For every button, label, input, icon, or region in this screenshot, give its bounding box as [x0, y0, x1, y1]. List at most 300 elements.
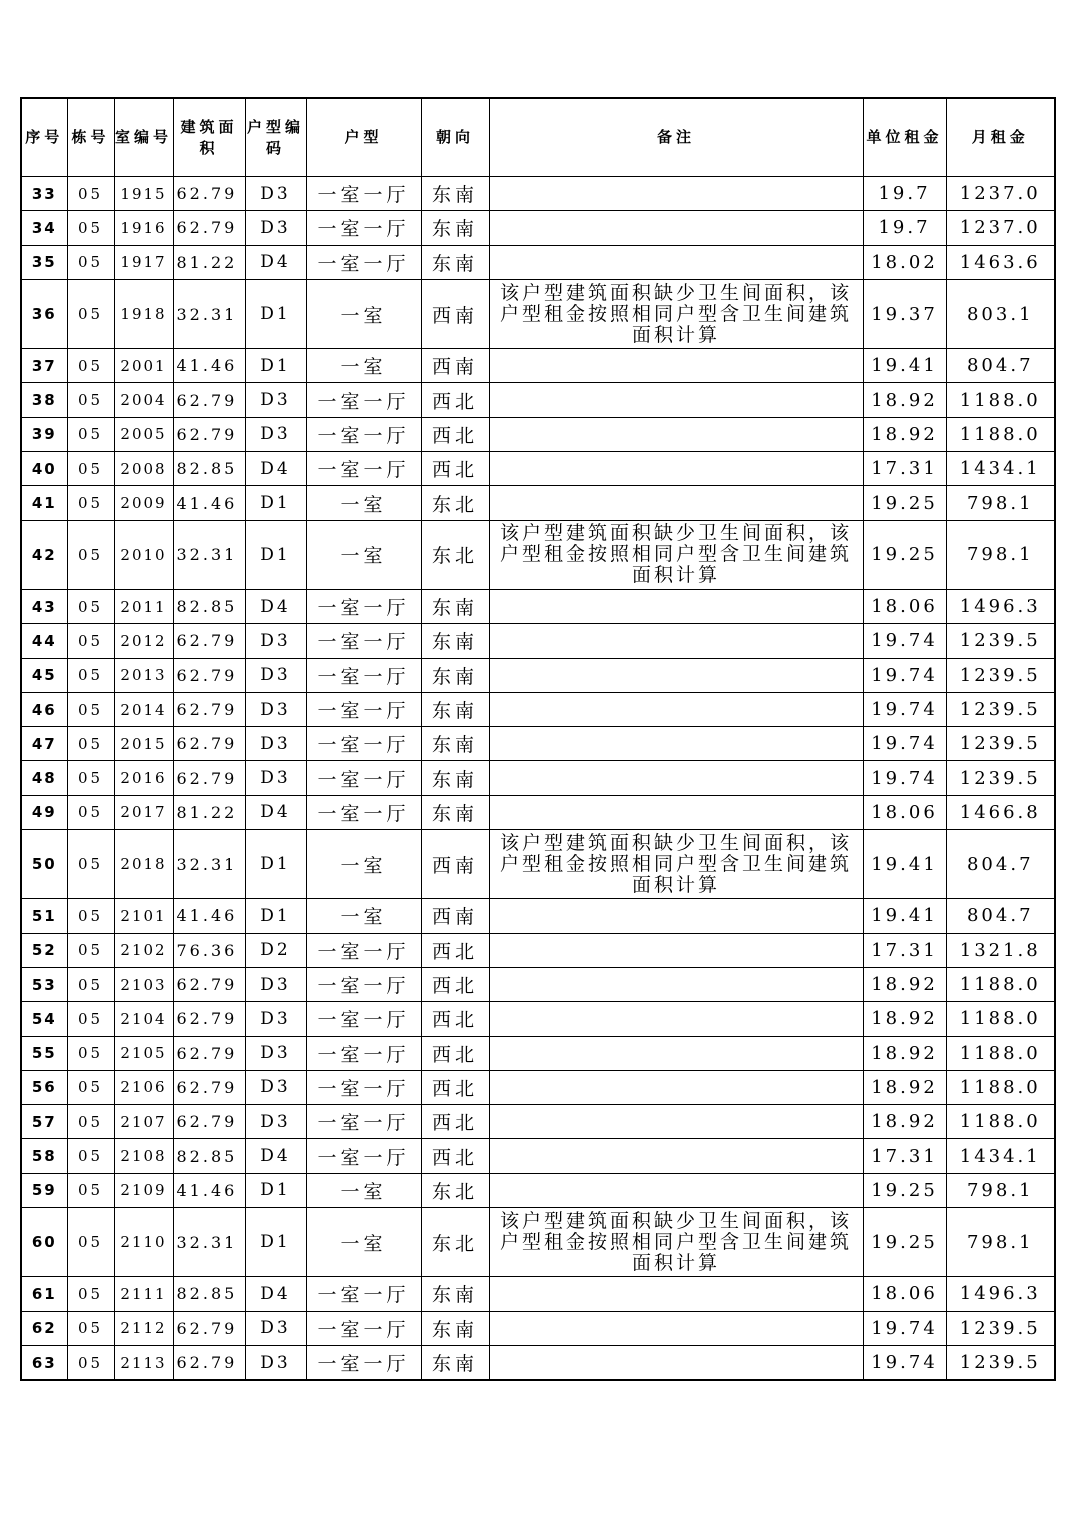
- type-code-cell: D3: [245, 624, 306, 658]
- table-row: [21, 692, 1055, 726]
- area-cell: 82.85: [173, 452, 245, 486]
- type-code-cell: D1: [245, 830, 306, 899]
- building-cell: 05: [67, 899, 114, 933]
- note-cell: [489, 1277, 863, 1311]
- monthly-rent-cell: 1237.0: [946, 211, 1055, 245]
- monthly-rent-cell: 1239.5: [946, 692, 1055, 726]
- orientation-cell: 西北: [421, 967, 489, 1001]
- monthly-rent-cell: 1239.5: [946, 1311, 1055, 1345]
- unit-rent-cell: 19.74: [863, 761, 946, 795]
- area-cell: 32.31: [173, 520, 245, 589]
- unit-rent-cell: 17.31: [863, 933, 946, 967]
- area-cell: 62.79: [173, 1070, 245, 1104]
- room-cell: 1917: [114, 245, 173, 279]
- type-code-cell: D4: [245, 589, 306, 623]
- type-code-cell: D3: [245, 1311, 306, 1345]
- table-row: [21, 624, 1055, 658]
- building-cell: 05: [67, 1173, 114, 1207]
- layout-cell: 一室: [306, 1173, 421, 1207]
- unit-rent-cell: 19.25: [863, 486, 946, 520]
- table-row: [21, 1173, 1055, 1207]
- building-cell: 05: [67, 211, 114, 245]
- table-row: [21, 589, 1055, 623]
- orientation-cell: 西北: [421, 933, 489, 967]
- table-row: [21, 727, 1055, 761]
- table-row: [21, 830, 1055, 899]
- unit-rent-cell: 18.02: [863, 245, 946, 279]
- type-code-cell: D4: [245, 795, 306, 829]
- table-row: [21, 795, 1055, 829]
- header-monthly-rent: 月租金: [946, 98, 1055, 177]
- unit-rent-cell: 19.74: [863, 727, 946, 761]
- type-code-cell: D3: [245, 1002, 306, 1036]
- building-cell: 05: [67, 692, 114, 726]
- seq-cell: 36: [21, 279, 67, 348]
- room-cell: 2018: [114, 830, 173, 899]
- layout-cell: 一室一厅: [306, 1139, 421, 1173]
- unit-rent-cell: 19.7: [863, 211, 946, 245]
- building-cell: 05: [67, 830, 114, 899]
- type-code-cell: D1: [245, 486, 306, 520]
- note-cell: [489, 1002, 863, 1036]
- monthly-rent-cell: 804.7: [946, 349, 1055, 383]
- table-row: [21, 1139, 1055, 1173]
- building-cell: 05: [67, 658, 114, 692]
- unit-rent-cell: 18.06: [863, 795, 946, 829]
- type-code-cell: D1: [245, 279, 306, 348]
- area-cell: 62.79: [173, 1345, 245, 1380]
- note-cell: 该户型建筑面积缺少卫生间面积，该户型租金按照相同户型含卫生间建筑面积计算: [489, 830, 863, 899]
- table-body: [21, 177, 1055, 1381]
- note-cell: 该户型建筑面积缺少卫生间面积，该户型租金按照相同户型含卫生间建筑面积计算: [489, 520, 863, 589]
- area-cell: 32.31: [173, 1208, 245, 1277]
- room-cell: 2017: [114, 795, 173, 829]
- note-cell: 该户型建筑面积缺少卫生间面积，该户型租金按照相同户型含卫生间建筑面积计算: [489, 1208, 863, 1277]
- orientation-cell: 东南: [421, 177, 489, 211]
- building-cell: 05: [67, 624, 114, 658]
- monthly-rent-cell: 1239.5: [946, 727, 1055, 761]
- table-row: [21, 1036, 1055, 1070]
- note-cell: [489, 177, 863, 211]
- building-cell: 05: [67, 486, 114, 520]
- building-cell: 05: [67, 1208, 114, 1277]
- seq-cell: 40: [21, 452, 67, 486]
- seq-cell: 44: [21, 624, 67, 658]
- area-cell: 62.79: [173, 211, 245, 245]
- building-cell: 05: [67, 520, 114, 589]
- seq-cell: 34: [21, 211, 67, 245]
- monthly-rent-cell: 803.1: [946, 279, 1055, 348]
- seq-cell: 59: [21, 1173, 67, 1207]
- seq-cell: 45: [21, 658, 67, 692]
- area-cell: 62.79: [173, 1036, 245, 1070]
- orientation-cell: 西北: [421, 1070, 489, 1104]
- room-cell: 2004: [114, 383, 173, 417]
- monthly-rent-cell: 1496.3: [946, 589, 1055, 623]
- orientation-cell: 东南: [421, 795, 489, 829]
- building-cell: 05: [67, 452, 114, 486]
- layout-cell: 一室一厅: [306, 658, 421, 692]
- orientation-cell: 东南: [421, 692, 489, 726]
- orientation-cell: 西北: [421, 452, 489, 486]
- seq-cell: 33: [21, 177, 67, 211]
- seq-cell: 46: [21, 692, 67, 726]
- area-cell: 62.79: [173, 383, 245, 417]
- room-cell: 2107: [114, 1105, 173, 1139]
- building-cell: 05: [67, 417, 114, 451]
- area-cell: 62.79: [173, 1002, 245, 1036]
- orientation-cell: 西北: [421, 1105, 489, 1139]
- seq-cell: 62: [21, 1311, 67, 1345]
- orientation-cell: 西南: [421, 279, 489, 348]
- monthly-rent-cell: 1239.5: [946, 624, 1055, 658]
- seq-cell: 50: [21, 830, 67, 899]
- seq-cell: 37: [21, 349, 67, 383]
- monthly-rent-cell: 1188.0: [946, 383, 1055, 417]
- building-cell: 05: [67, 1105, 114, 1139]
- type-code-cell: D1: [245, 1208, 306, 1277]
- building-cell: 05: [67, 795, 114, 829]
- room-cell: 2012: [114, 624, 173, 658]
- table-row: [21, 1070, 1055, 1104]
- unit-rent-cell: 19.41: [863, 349, 946, 383]
- monthly-rent-cell: 798.1: [946, 1173, 1055, 1207]
- seq-cell: 38: [21, 383, 67, 417]
- room-cell: 2010: [114, 520, 173, 589]
- note-cell: [489, 211, 863, 245]
- building-cell: 05: [67, 349, 114, 383]
- unit-rent-cell: 18.92: [863, 967, 946, 1001]
- area-cell: 62.79: [173, 967, 245, 1001]
- monthly-rent-cell: 1237.0: [946, 177, 1055, 211]
- room-cell: 2015: [114, 727, 173, 761]
- building-cell: 05: [67, 383, 114, 417]
- table-row: [21, 486, 1055, 520]
- seq-cell: 55: [21, 1036, 67, 1070]
- table-row: [21, 761, 1055, 795]
- type-code-cell: D3: [245, 1345, 306, 1380]
- note-cell: [489, 795, 863, 829]
- monthly-rent-cell: 1188.0: [946, 1070, 1055, 1104]
- orientation-cell: 东南: [421, 589, 489, 623]
- note-cell: [489, 727, 863, 761]
- building-cell: 05: [67, 1139, 114, 1173]
- rent-table: [20, 97, 1056, 1381]
- unit-rent-cell: 17.31: [863, 452, 946, 486]
- area-cell: 41.46: [173, 1173, 245, 1207]
- note-cell: [489, 1311, 863, 1345]
- note-cell: [489, 383, 863, 417]
- note-cell: [489, 1173, 863, 1207]
- orientation-cell: 西南: [421, 349, 489, 383]
- seq-cell: 39: [21, 417, 67, 451]
- seq-cell: 52: [21, 933, 67, 967]
- table-row: [21, 520, 1055, 589]
- type-code-cell: D4: [245, 452, 306, 486]
- monthly-rent-cell: 1434.1: [946, 452, 1055, 486]
- unit-rent-cell: 19.25: [863, 1173, 946, 1207]
- layout-cell: 一室: [306, 830, 421, 899]
- type-code-cell: D3: [245, 383, 306, 417]
- room-cell: 2106: [114, 1070, 173, 1104]
- building-cell: 05: [67, 245, 114, 279]
- seq-cell: 43: [21, 589, 67, 623]
- note-cell: [489, 1139, 863, 1173]
- building-cell: 05: [67, 1002, 114, 1036]
- building-cell: 05: [67, 1277, 114, 1311]
- layout-cell: 一室一厅: [306, 589, 421, 623]
- type-code-cell: D3: [245, 211, 306, 245]
- layout-cell: 一室一厅: [306, 1070, 421, 1104]
- area-cell: 62.79: [173, 727, 245, 761]
- unit-rent-cell: 19.41: [863, 830, 946, 899]
- orientation-cell: 东南: [421, 1277, 489, 1311]
- note-cell: [489, 899, 863, 933]
- orientation-cell: 东南: [421, 245, 489, 279]
- building-cell: 05: [67, 1070, 114, 1104]
- building-cell: 05: [67, 589, 114, 623]
- header-type-code: 户型编码: [245, 98, 306, 177]
- seq-cell: 58: [21, 1139, 67, 1173]
- unit-rent-cell: 19.41: [863, 899, 946, 933]
- monthly-rent-cell: 1463.6: [946, 245, 1055, 279]
- room-cell: 2005: [114, 417, 173, 451]
- area-cell: 62.79: [173, 1105, 245, 1139]
- header-room: 室编号: [114, 98, 173, 177]
- layout-cell: 一室一厅: [306, 1105, 421, 1139]
- table-row: [21, 933, 1055, 967]
- area-cell: 76.36: [173, 933, 245, 967]
- type-code-cell: D3: [245, 692, 306, 726]
- monthly-rent-cell: 1239.5: [946, 1345, 1055, 1380]
- layout-cell: 一室一厅: [306, 1002, 421, 1036]
- header-unit-rent: 单位租金: [863, 98, 946, 177]
- building-cell: 05: [67, 761, 114, 795]
- unit-rent-cell: 19.25: [863, 1208, 946, 1277]
- unit-rent-cell: 18.92: [863, 1070, 946, 1104]
- orientation-cell: 东南: [421, 1345, 489, 1380]
- type-code-cell: D3: [245, 1070, 306, 1104]
- unit-rent-cell: 19.74: [863, 1345, 946, 1380]
- unit-rent-cell: 18.92: [863, 1002, 946, 1036]
- monthly-rent-cell: 1239.5: [946, 761, 1055, 795]
- layout-cell: 一室一厅: [306, 245, 421, 279]
- type-code-cell: D3: [245, 761, 306, 795]
- note-cell: [489, 486, 863, 520]
- table-row: [21, 452, 1055, 486]
- table-row: [21, 245, 1055, 279]
- table-row: [21, 211, 1055, 245]
- room-cell: 2011: [114, 589, 173, 623]
- table-row: [21, 383, 1055, 417]
- room-cell: 2009: [114, 486, 173, 520]
- room-cell: 2109: [114, 1173, 173, 1207]
- orientation-cell: 西北: [421, 1139, 489, 1173]
- seq-cell: 47: [21, 727, 67, 761]
- table-row: [21, 1311, 1055, 1345]
- note-cell: [489, 933, 863, 967]
- unit-rent-cell: 19.74: [863, 624, 946, 658]
- type-code-cell: D3: [245, 1105, 306, 1139]
- seq-cell: 60: [21, 1208, 67, 1277]
- header-orientation: 朝向: [421, 98, 489, 177]
- monthly-rent-cell: 1321.8: [946, 933, 1055, 967]
- monthly-rent-cell: 1466.8: [946, 795, 1055, 829]
- building-cell: 05: [67, 1036, 114, 1070]
- note-cell: [489, 417, 863, 451]
- room-cell: 2111: [114, 1277, 173, 1311]
- header-area: 建筑面积: [173, 98, 245, 177]
- orientation-cell: 西南: [421, 899, 489, 933]
- area-cell: 82.85: [173, 589, 245, 623]
- layout-cell: 一室一厅: [306, 417, 421, 451]
- seq-cell: 61: [21, 1277, 67, 1311]
- table-row: [21, 349, 1055, 383]
- type-code-cell: D4: [245, 1139, 306, 1173]
- area-cell: 41.46: [173, 486, 245, 520]
- layout-cell: 一室一厅: [306, 933, 421, 967]
- note-cell: [489, 692, 863, 726]
- unit-rent-cell: 18.06: [863, 589, 946, 623]
- room-cell: 2105: [114, 1036, 173, 1070]
- table-row: [21, 1208, 1055, 1277]
- layout-cell: 一室一厅: [306, 211, 421, 245]
- orientation-cell: 西北: [421, 1002, 489, 1036]
- unit-rent-cell: 19.74: [863, 692, 946, 726]
- monthly-rent-cell: 804.7: [946, 899, 1055, 933]
- seq-cell: 63: [21, 1345, 67, 1380]
- note-cell: [489, 589, 863, 623]
- area-cell: 81.22: [173, 245, 245, 279]
- room-cell: 1918: [114, 279, 173, 348]
- monthly-rent-cell: 1188.0: [946, 1036, 1055, 1070]
- layout-cell: 一室一厅: [306, 761, 421, 795]
- table-row: [21, 1345, 1055, 1380]
- layout-cell: 一室: [306, 1208, 421, 1277]
- area-cell: 62.79: [173, 658, 245, 692]
- area-cell: 62.79: [173, 177, 245, 211]
- unit-rent-cell: 19.74: [863, 658, 946, 692]
- type-code-cell: D3: [245, 658, 306, 692]
- building-cell: 05: [67, 279, 114, 348]
- table-row: [21, 658, 1055, 692]
- layout-cell: 一室: [306, 349, 421, 383]
- orientation-cell: 东南: [421, 211, 489, 245]
- layout-cell: 一室: [306, 279, 421, 348]
- seq-cell: 41: [21, 486, 67, 520]
- layout-cell: 一室一厅: [306, 1345, 421, 1380]
- area-cell: 41.46: [173, 349, 245, 383]
- header-layout: 户型: [306, 98, 421, 177]
- monthly-rent-cell: 1188.0: [946, 417, 1055, 451]
- note-cell: [489, 1036, 863, 1070]
- layout-cell: 一室一厅: [306, 1311, 421, 1345]
- room-cell: 2108: [114, 1139, 173, 1173]
- type-code-cell: D2: [245, 933, 306, 967]
- orientation-cell: 东南: [421, 761, 489, 795]
- seq-cell: 35: [21, 245, 67, 279]
- monthly-rent-cell: 1434.1: [946, 1139, 1055, 1173]
- type-code-cell: D1: [245, 520, 306, 589]
- layout-cell: 一室一厅: [306, 795, 421, 829]
- note-cell: [489, 967, 863, 1001]
- room-cell: 2101: [114, 899, 173, 933]
- seq-cell: 51: [21, 899, 67, 933]
- header-seq: 序号: [21, 98, 67, 177]
- type-code-cell: D4: [245, 1277, 306, 1311]
- area-cell: 82.85: [173, 1277, 245, 1311]
- note-cell: [489, 349, 863, 383]
- room-cell: 2103: [114, 967, 173, 1001]
- table-row: [21, 899, 1055, 933]
- table-row: [21, 177, 1055, 211]
- note-cell: [489, 761, 863, 795]
- seq-cell: 48: [21, 761, 67, 795]
- monthly-rent-cell: 1496.3: [946, 1277, 1055, 1311]
- layout-cell: 一室一厅: [306, 383, 421, 417]
- type-code-cell: D3: [245, 727, 306, 761]
- note-cell: [489, 1070, 863, 1104]
- room-cell: 2104: [114, 1002, 173, 1036]
- orientation-cell: 东北: [421, 486, 489, 520]
- unit-rent-cell: 19.7: [863, 177, 946, 211]
- note-cell: [489, 1345, 863, 1380]
- unit-rent-cell: 18.06: [863, 1277, 946, 1311]
- monthly-rent-cell: 798.1: [946, 520, 1055, 589]
- area-cell: 62.79: [173, 1311, 245, 1345]
- monthly-rent-cell: 1188.0: [946, 1002, 1055, 1036]
- type-code-cell: D1: [245, 349, 306, 383]
- orientation-cell: 西北: [421, 383, 489, 417]
- note-cell: 该户型建筑面积缺少卫生间面积，该户型租金按照相同户型含卫生间建筑面积计算: [489, 279, 863, 348]
- table-row: [21, 1277, 1055, 1311]
- monthly-rent-cell: 1188.0: [946, 1105, 1055, 1139]
- seq-cell: 42: [21, 520, 67, 589]
- building-cell: 05: [67, 177, 114, 211]
- area-cell: 32.31: [173, 830, 245, 899]
- layout-cell: 一室一厅: [306, 727, 421, 761]
- orientation-cell: 东南: [421, 727, 489, 761]
- unit-rent-cell: 18.92: [863, 383, 946, 417]
- monthly-rent-cell: 1239.5: [946, 658, 1055, 692]
- layout-cell: 一室一厅: [306, 1277, 421, 1311]
- unit-rent-cell: 18.92: [863, 1036, 946, 1070]
- orientation-cell: 东南: [421, 1311, 489, 1345]
- note-cell: [489, 452, 863, 486]
- table-row: [21, 1105, 1055, 1139]
- type-code-cell: D1: [245, 1173, 306, 1207]
- room-cell: 2013: [114, 658, 173, 692]
- layout-cell: 一室一厅: [306, 177, 421, 211]
- orientation-cell: 东南: [421, 658, 489, 692]
- header-row: [21, 98, 1055, 177]
- type-code-cell: D3: [245, 417, 306, 451]
- building-cell: 05: [67, 967, 114, 1001]
- orientation-cell: 东北: [421, 1173, 489, 1207]
- note-cell: [489, 1105, 863, 1139]
- unit-rent-cell: 17.31: [863, 1139, 946, 1173]
- building-cell: 05: [67, 727, 114, 761]
- unit-rent-cell: 19.37: [863, 279, 946, 348]
- layout-cell: 一室一厅: [306, 1036, 421, 1070]
- area-cell: 81.22: [173, 795, 245, 829]
- room-cell: 2112: [114, 1311, 173, 1345]
- room-cell: 2008: [114, 452, 173, 486]
- monthly-rent-cell: 1188.0: [946, 967, 1055, 1001]
- building-cell: 05: [67, 1311, 114, 1345]
- orientation-cell: 西北: [421, 1036, 489, 1070]
- seq-cell: 49: [21, 795, 67, 829]
